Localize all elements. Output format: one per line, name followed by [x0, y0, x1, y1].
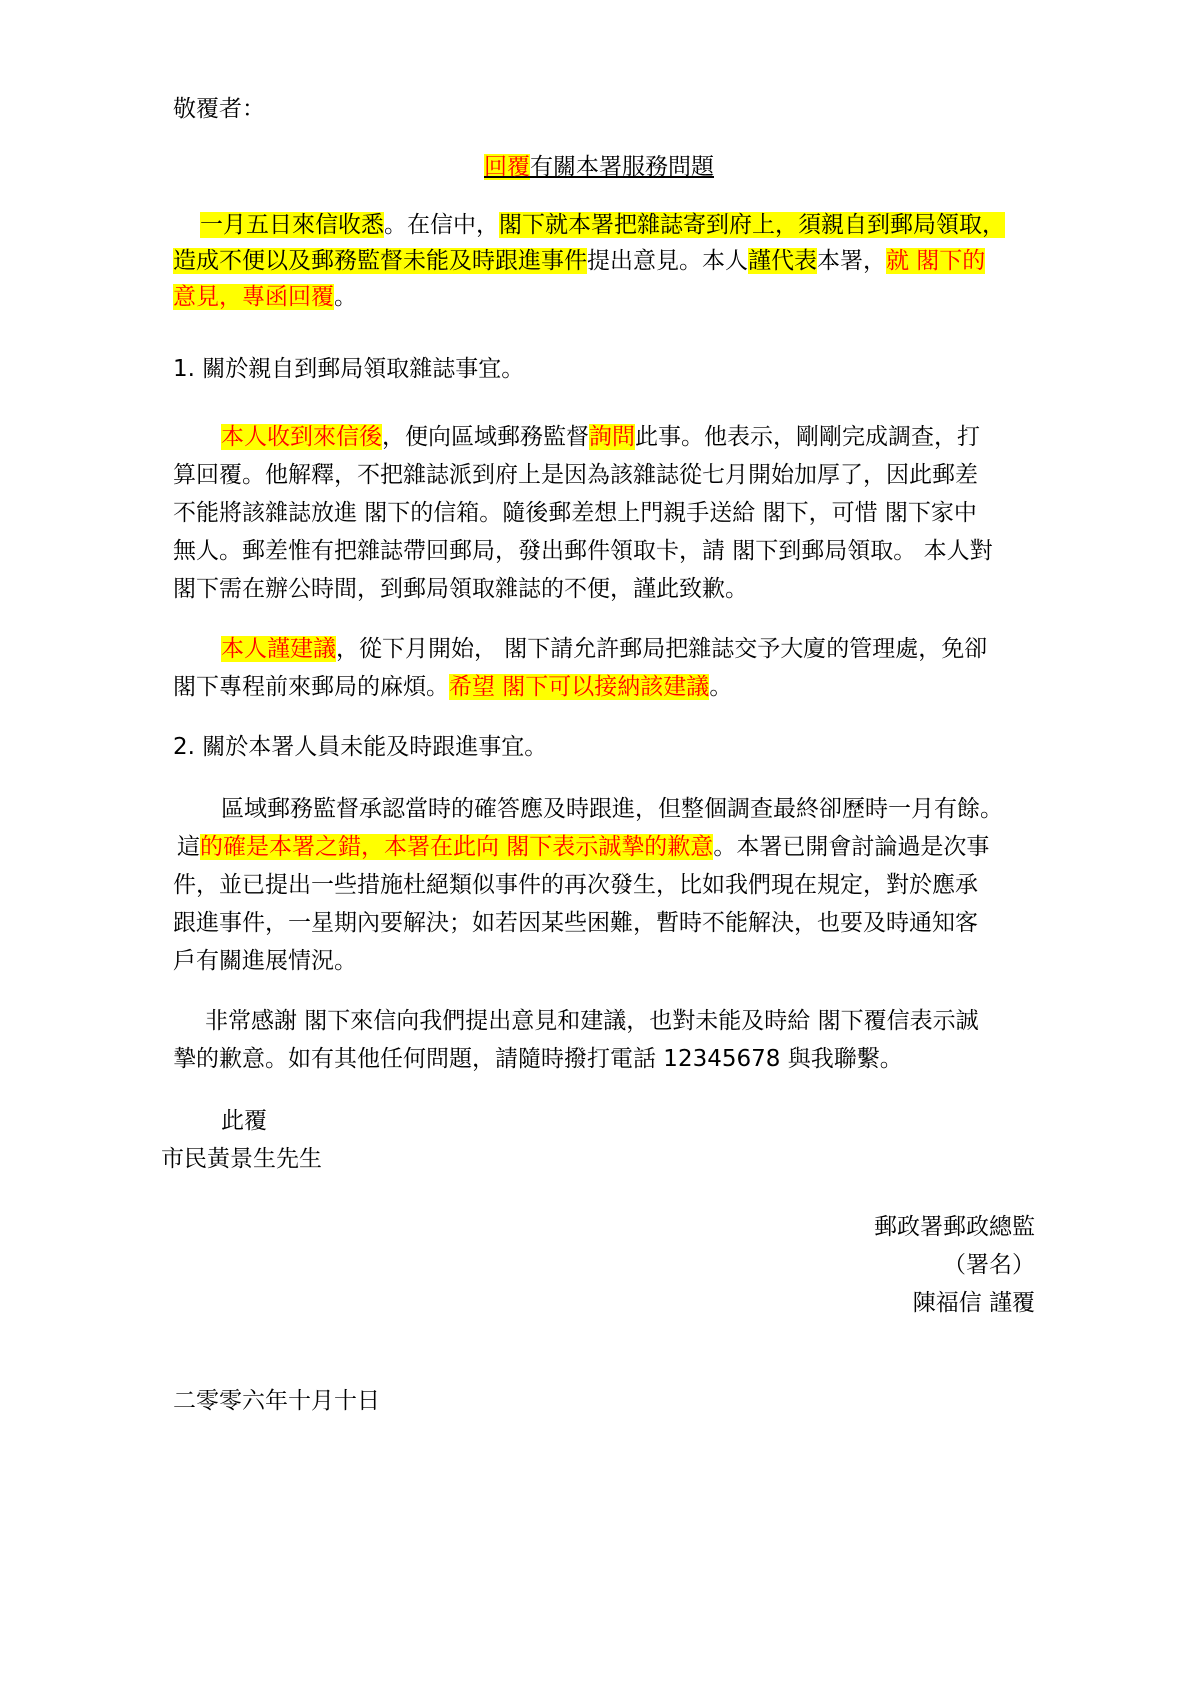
letter-date: 二零零六年十月十日	[173, 1388, 380, 1414]
s2-p1-line-4: 跟進事件，一星期內要解決；如若因某些困難，暫時不能解決，也要及時通知客	[173, 910, 978, 936]
intro-line-3: 意見，專函回覆。	[173, 284, 357, 310]
s1-p1-line-2: 算回覆。他解釋，不把雜誌派到府上是因為該雜誌從七月開始加厚了，因此郵差	[173, 462, 978, 488]
s2-p1-line-2: 這的確是本署之錯，本署在此向 閣下表示誠摯的歉意。本署已開會討論過是次事	[177, 834, 990, 860]
s1-p1-line-5: 閣下需在辦公時間，到郵局領取雜誌的不便，謹此致歉。	[173, 576, 748, 602]
s1-p2-line-2: 閣下專程前來郵局的麻煩。希望 閣下可以接納該建議。	[173, 674, 733, 700]
intro-line-2: 造成不便以及郵務監督未能及時跟進事件提出意見。本人謹代表本署，就 閣下的	[173, 248, 986, 274]
salutation: 敬覆者：	[173, 96, 265, 122]
letter-title: 回覆有關本署服務問題	[484, 154, 714, 180]
sign-off-phrase: 此覆	[221, 1108, 267, 1134]
recipient-name: 市民黃景生先生	[161, 1146, 322, 1172]
closing-line-2: 摯的歉意。如有其他任何問題，請隨時撥打電話 12345678 與我聯繫。	[173, 1046, 903, 1072]
s2-p1-line-5: 戶有關進展情況。	[173, 948, 357, 974]
s2-p1-line-3: 件，並已提出一些措施杜絕類似事件的再次發生，比如我們現在規定，對於應承	[173, 872, 978, 898]
signatory-name: 陳福信 謹覆	[912, 1290, 1035, 1316]
signatory-title: 郵政署郵政總監	[874, 1214, 1035, 1240]
s1-p1-line-1: 本人收到來信後，便向區域郵務監督詢問此事。他表示，剛剛完成調查，打	[221, 424, 980, 450]
section-2-heading: 2. 關於本署人員未能及時跟進事宜。	[173, 734, 548, 760]
closing-line-1: 非常感謝 閣下來信向我們提出意見和建議，也對未能及時給 閣下覆信表示誠	[205, 1008, 979, 1034]
s2-p1-line-1: 區域郵務監督承認當時的確答應及時跟進，但整個調查最終卻歷時一月有餘。	[221, 796, 1003, 822]
signature-mark: （署名）	[943, 1252, 1035, 1278]
section-1-heading: 1. 關於親自到郵局領取雜誌事宜。	[173, 356, 525, 382]
intro-line-1: 一月五日來信收悉。在信中，閣下就本署把雜誌寄到府上，須親自到郵局領取，	[200, 212, 1005, 238]
s1-p1-line-4: 無人。郵差惟有把雜誌帶回郵局，發出郵件領取卡，請 閣下到郵局領取。 本人對	[173, 538, 993, 564]
s1-p1-line-3: 不能將該雜誌放進 閣下的信箱。隨後郵差想上門親手送給 閣下，可惜 閣下家中	[173, 500, 977, 526]
s1-p2-line-1: 本人謹建議，從下月開始， 閣下請允許郵局把雜誌交予大廈的管理處，免卻	[221, 636, 988, 662]
